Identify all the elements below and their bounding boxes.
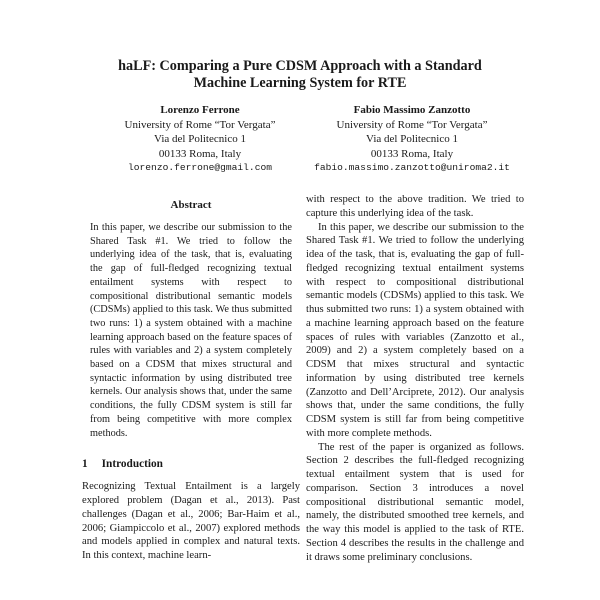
abstract-text: In this paper, we describe our submission to the Shared Task #1. We tried to follow the underlying idea of the task, that is, evaluating the gap of full-fledged recognizing textual entailment systems with respect to compositional distributional semantic models (CDSMs) applied to this task. We thus submitted two runs: 1) a system obtained with a machine learning approach based on the feature spaces of rules with variables and 2) a system completely based on a CDSM that mixes structural and syntactic information by using distributed tree kernels. Our analysis shows that, under the same conditions, the fully CDSM system is still far from being competitive with more complex methods.	[90, 222, 292, 439]
paper-title	[0, 58, 600, 92]
section-title: Introduction	[101, 458, 163, 471]
section-number: 1	[82, 458, 88, 471]
paper-title-line-2: Machine Learning System for RTE	[193, 75, 407, 91]
intro-paragraph-2: In this paper, we describe our submission to the Shared Task #1. We tried to follow the underlying idea of the task, that is, evaluating the gap of full-fledged recognizing textual entailment systems with respect to compositional distributional semantic models (CDSMs) applied to this task. We thus submitted two runs: 1) a system obtained with a machine learning approach based on the feature spaces of rules with variables (Zanzotto et al., 2009) and 2) a system completely based on a CDSM that mixes structural and syntactic information by using distributed tree kernels (Zanzotto and Dell’Arciprete, 2012). Our analysis shows that, under the same conditions, the fully CDSM system is still far from being competitive with more complete methods.	[306, 221, 524, 439]
section-heading	[82, 457, 300, 471]
paper-title-line-1: haLF: Comparing a Pure CDSM Approach with a Standard	[118, 58, 482, 74]
right-column	[306, 193, 524, 564]
author-email: lorenzo.ferrone@gmail.com	[128, 162, 272, 173]
intro-paragraph-3: The rest of the paper is organized as follows. Section 2 describes the full-fledged recognizing textual entailment system that is used for comparison. Section 3 introduces a novel compositional distributional semantic model, namely, the distributed smoothed tree kernels, and the way this model is applied to the task of RTE. Section 4 describes the results in the challenge and it draws some preliminary conclusions.	[306, 441, 524, 563]
left-column	[82, 198, 300, 563]
author-name: Fabio Massimo Zanzotto	[353, 104, 471, 116]
author-block-1	[80, 103, 320, 176]
author-city-line: 00133 Roma, Italy	[158, 147, 242, 160]
intro-paragraph-1: Recognizing Textual Entailment is a largely explored problem (Dagan et al., 2013). Past challenges (Dagan et al., 2006; Bar-Haim et al., 2006; Giampiccolo et al., 2007) explored methods and models applied in complex and natural texts. In this context, machine learn-	[82, 481, 300, 561]
author-address-line: Via del Politecnico 1	[366, 133, 458, 145]
author-block-2	[292, 103, 532, 176]
author-email: fabio.massimo.zanzotto@uniroma2.it	[314, 162, 510, 173]
author-affiliation: University of Rome “Tor Vergata”	[336, 118, 488, 131]
intro-paragraph-continued: with respect to the above tradition. We tried to capture this underlying idea of the task.	[306, 194, 524, 219]
author-name: Lorenzo Ferrone	[160, 104, 240, 116]
author-city-line: 00133 Roma, Italy	[370, 147, 454, 160]
author-address-line: Via del Politecnico 1	[154, 133, 246, 145]
author-affiliation: University of Rome “Tor Vergata”	[124, 118, 276, 131]
abstract-heading: Abstract	[170, 199, 212, 211]
